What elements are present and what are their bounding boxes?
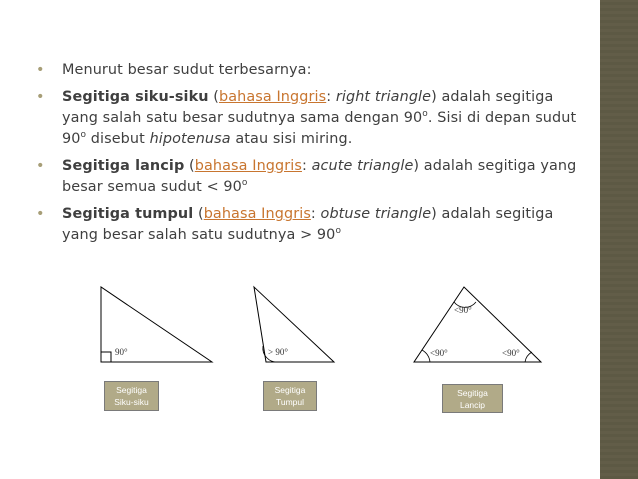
slide-content [36, 60, 586, 252]
sidebar-shade [600, 0, 638, 479]
bullet-dot: • [36, 206, 45, 222]
obtuse-angle-label: > 90° [268, 347, 288, 357]
acute-right-angle-label: <90° [502, 348, 520, 358]
term-acute-triangle: Segitiga lancip [62, 158, 185, 174]
bullet-dot: • [36, 89, 45, 105]
caption-right-triangle: Segitiga Siku-siku [104, 381, 159, 411]
right-triangle-figure [95, 284, 215, 366]
term-right-triangle: Segitiga siku-siku [62, 89, 209, 105]
bullet-item-right-triangle: • Segitiga siku-siku (bahasa Inggris: right triangle) adalah segitiga yang salah satu besar sudutnya sama dengan 90$^o$. Sisi di depan sudut 90$^o$ disebut hipotenusa atau sisi miring. [36, 89, 577, 147]
bullet-item-acute-triangle: • Segitiga lancip (bahasa Inggris: acute triangle) adalah segitiga yang besar semua sudut < $90^o$ [36, 158, 577, 195]
link-bahasa-inggris[interactable]: bahasa Inggris [194, 158, 302, 174]
link-bahasa-inggris[interactable]: bahasa Inggris [218, 89, 327, 105]
acute-top-angle-label: <90° [454, 305, 472, 315]
decorative-sidebar [600, 0, 638, 479]
obtuse-triangle-figure [250, 284, 340, 366]
bullet-text: Menurut besar sudut terbesarnya: [62, 62, 312, 78]
acute-left-angle-label: <90° [430, 348, 448, 358]
caption-acute-triangle: Segitiga Lancip [442, 384, 503, 413]
acute-triangle-figure [410, 284, 545, 366]
bullet-item-criteria [36, 60, 586, 81]
link-bahasa-inggris[interactable]: bahasa Inggris [203, 206, 311, 222]
bullet-dot: • [36, 62, 45, 78]
caption-obtuse-triangle: Segitiga Tumpul [263, 381, 317, 411]
bullet-item-obtuse-triangle: • Segitiga tumpul (bahasa Inggris: obtuse triangle) adalah segitiga yang besar salah satu sudutnya > $90^o$ [36, 206, 554, 243]
bullet-dot: • [36, 158, 45, 174]
right-angle-label: 90° [115, 347, 128, 357]
term-obtuse-triangle: Segitiga tumpul [62, 206, 194, 222]
